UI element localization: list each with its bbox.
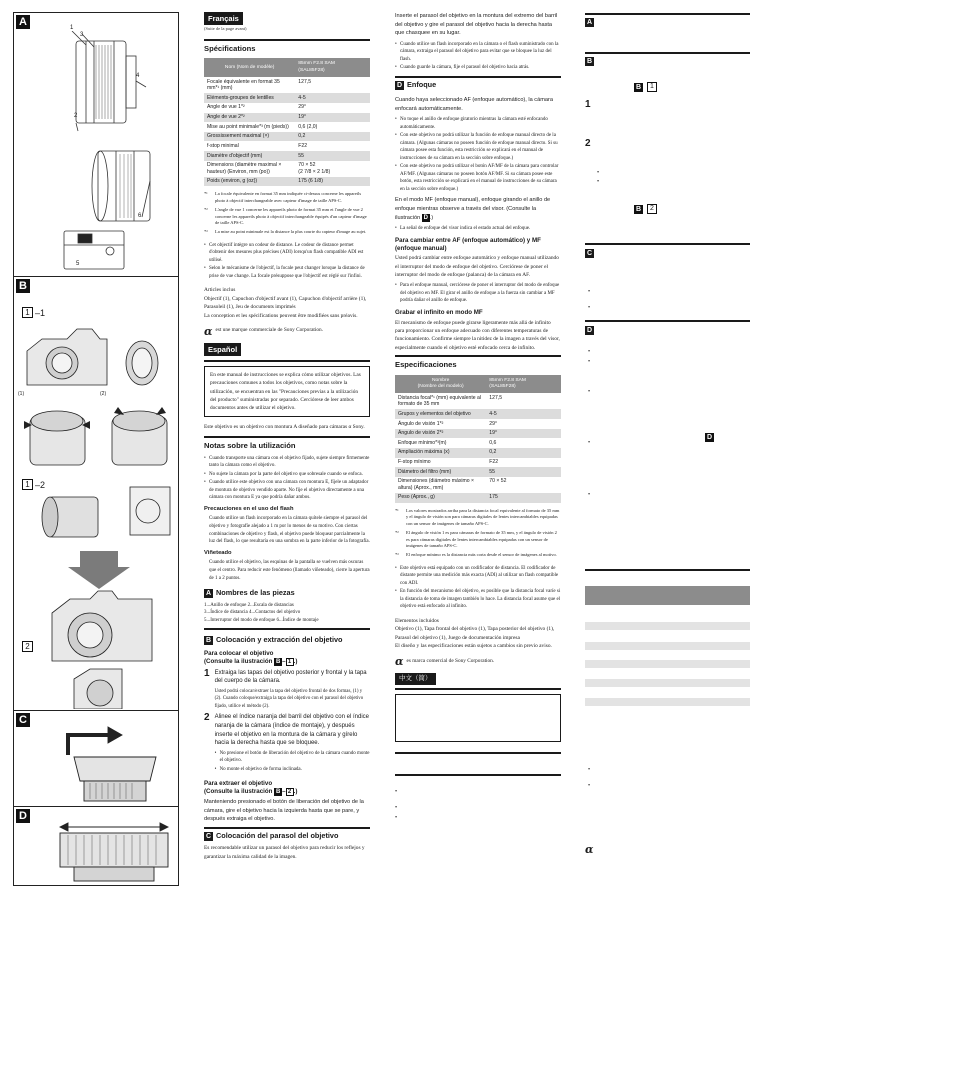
fr-spec-k8: Dimensions (diamètre maximal × hauteur) (Environ, mm (po)) [207, 162, 282, 175]
fr-spec-k5: Grossissement maximal (×) [204, 132, 295, 142]
es-vignette: Cuando utilice el objetivo, las esquinas de la pantalla se vuelven más oscuras que el centro. Para reducir este fenómeno (llamado viñeteado), cierre la apertura de 1 a 2 puntos. [209, 560, 370, 581]
alpha-logo: α [204, 324, 213, 338]
es-spec-v1: 4-5 [486, 409, 561, 419]
es-remove-ref-tail: .) [293, 788, 298, 796]
es-mf-bullet: • La señal de enfoque del visor indica el estado actual del enfoque. [395, 225, 561, 233]
es-remove-ref-sq: 2 [286, 788, 294, 796]
fr-fn-text-1: La focale équivalente en format 35 mm indiquée ci-dessus concerne les appareils photo à objectif interchangeable avec capteur d'image de taille APS-C. [215, 191, 362, 204]
fr-bullet-1: • Cet objectif intègre un codeur de distance. Le codeur de distance permet d'obtenir des mesures plus précises (ADI) lorsqu'un flash compatible ADI est utilisé. [204, 242, 370, 265]
cn-bullet: • [395, 805, 398, 812]
fr-spec-v2: 29° [298, 104, 306, 111]
es-mf-text-body: En el modo MF (enfoque manual), enfoque girando el anillo de enfoque mientras observe a través del visor. (Consulte la ilustración [395, 197, 551, 221]
es-fn-mark-1: *¹ [395, 507, 399, 513]
es-section-c-title: Colocación del parasol del objetivo [216, 831, 339, 841]
es-section-b-title: Colocación y extracción del objetivo [216, 634, 343, 644]
es-hood-cont: Inserte el parasol del objetivo en la montura del extremo del barril del objetivo y gire el parasol del objetivo hacia la derecha hasta que chasquee en su lugar. [395, 13, 558, 37]
cn-sq-1: 1 [647, 82, 657, 92]
es-flash: Cuando utilice un flash incorporado en la cámara quítele siempre el parasol del objetivo y fotografíe alejado a 1 m por lo menos de su motivo. Con ciertas combinaciones de objetivo y flash, el objetivo puede bloquear parcialmente la luz del flash, lo que resultaría en una sombra en la parte inferior de la fotografía. [209, 516, 370, 545]
fr-included: Objectif (1), Capuchon d'objectif avant (1), Capuchon d'objectif arrière (1), Parasoleil (1), Jeu de documents imprimés [204, 295, 367, 311]
es-step-1-number: 1 [204, 667, 210, 679]
cn-b-ref-box: B [635, 84, 642, 91]
cn-spec-row [585, 622, 750, 630]
es-spec-k1: Grupos y elementos del objetivo [395, 409, 486, 419]
es-inf-text: El mecanismo de enfoque puede girarse ligeramente más allá de infinito para proporcionar un enfoque adecuado con diferentes temperaturas de funcionamiento. Confirme siempre la nitidez de la imagen a través del visor, especialmente cuando el objetivo esté enfocado cerca de infinito. [395, 319, 560, 351]
position-1-label: (1) [18, 391, 25, 397]
fr-fn-mark-3: *³ [204, 229, 208, 235]
callout-5: 5 [76, 261, 80, 267]
es-spec-v5: 0,2 [486, 448, 561, 458]
fr-fn-mark-1: *¹ [204, 191, 208, 197]
fr-bullet-2: • Selon le mécanisme de l'objectif, la focale peut changer lorsque la distance de prise de vue change. La focale présuppose que l'objectif est réglé sur l'infini. [204, 265, 370, 280]
es-note-2: • No sujete la cámara por la parte del objetivo que sobresale cuando se enfoca. [204, 471, 370, 479]
es-spec-k2: Ángulo de visión 1*² [398, 420, 444, 427]
es-attach-ref-box: B [275, 658, 281, 665]
es-note-1: • Cuando transporte una cámara con el objetivo fijado, sujete siempre firmemente tanto la cámara como el objetivo. [204, 455, 370, 470]
fr-fn-text-2: L'angle de vue 1 concerne les appareils photo de format 35 mm et l'angle de vue 2 concerne les appareils photo à objectif interchangeable équipés d'un capteur d'image de taille APS-C. [215, 206, 367, 226]
fr-spec-k1: Eléments-groupes de lentilles [204, 93, 295, 103]
es-spec-title: Especificaciones [395, 360, 457, 370]
es-spec-k4: Enfoque mínimo*³(m) [398, 439, 447, 446]
fr-spec-v1: 4-5 [295, 93, 370, 103]
cn-bullet: • [588, 783, 591, 789]
es-section-d-title: Enfoque [407, 80, 437, 90]
cn-section-a-box: A [586, 19, 593, 26]
es-attach-ref-tail: .) [293, 657, 298, 665]
es-step-1-lead: Extraiga las tapas del objetivo posterior y frontal y la tapa del cuerpo de la cámara. [214, 669, 367, 685]
es-switch-text: Usted podrá cambiar entre enfoque automático y enfoque manual utilizando el interruptor del modo de enfoque del objetivo. Cerciórese de poner el interruptor del modo de enfoque (palanca) de la cámara en AF. [395, 255, 559, 278]
es-spec-k7: Diámetro del filtro (mm) [395, 467, 486, 477]
rule [585, 569, 750, 571]
es-section-c-box: C [205, 833, 212, 841]
es-fn-mark-2: *² [395, 529, 399, 535]
es-hood-text: Es recomendable utilizar un parasol del objetivo para reducir los reflejos y garantizar la máxima calidad de la imagen. [204, 845, 365, 860]
cn-bullet: • [588, 440, 591, 446]
fr-spec-v5: 0,2 [295, 132, 370, 142]
fr-spec-k0: Focale équivalente en format 35 mm*¹ (mm) [207, 78, 280, 92]
es-mf-ref-box: D [423, 214, 428, 221]
es-section-b-box: B [205, 636, 212, 644]
cn-bullet: • [597, 170, 600, 176]
es-included: Objetivo (1), Tapa frontal del objetivo (1), Tapa posterior del objetivo (1), Parasol del objetivo (1), Juego de documentación impresa [395, 626, 555, 641]
fr-spec-v9: 175 (6 1/8) [295, 177, 370, 187]
es-attach-title: Para colocar el objetivo (Consulte la ilustración B – 1 .) [204, 649, 298, 665]
cn-step-2: 2 [585, 138, 591, 149]
cn-spec-row [585, 679, 750, 687]
es-spec-k9: Peso (Aprox., g) [395, 493, 486, 503]
cn-spec-table-header [585, 586, 750, 605]
es-spec-v3: 19° [486, 429, 561, 439]
es-flash-title: Precauciones en el uso del flash [204, 505, 294, 512]
es-notice-box: En este manual de instrucciones se explica cómo utilizar objetivos. Las precauciones comunes a todos los objetivos, como notas sobre la utilización, se encuentran en las "Precauciones previas a la utilización del producto" suministradas por separado. Cerciórese de leer ambos documentos antes de utilizar el objetivo. [204, 366, 370, 417]
figure-b1-1-suffix: –1 [35, 307, 46, 318]
panel-d-label: D [16, 809, 30, 823]
es-included-title: Elementos incluidos [395, 617, 439, 624]
rule [585, 52, 750, 54]
callout-4: 4 [136, 73, 140, 79]
cn-bullet: • [588, 767, 591, 773]
fr-spec-k4: Mise au point minimale*³ (m (pieds)) [207, 123, 289, 130]
fr-fn-mark-2: *² [204, 206, 208, 212]
es-focus-bullet-2: • Con este objetivo no podrá utilizar la función de enfoque manual directo de la cámara. (Algunas cámaras no poseen función de enfoque manual directo. Si su cámara posee esta función, esta restricción se explicará en el manual de instrucciones de su cámara en la sección sobre enfoque.) [395, 132, 561, 162]
position-2-label: (2) [100, 391, 107, 397]
es-spec-v4: 0,6 [489, 439, 497, 446]
es-fn-text-1: Los valores mostrados arriba para la distancia focal equivalente al formato de 35 mm y el ángulo de visión son para cámaras digitales de lentes intercambiables equipadas con un sensor de imágenes de tamaño APS-C. [406, 507, 560, 527]
es-remove-title-2: (Consulte la ilustración [204, 788, 275, 796]
es-parts-list: 1...Anillo de enfoque 2...Escala de distancias 3...Índice de distancia 4...Contactos del objetivo 5...Interruptor del modo de enfoque 6...Índice de montaje [204, 602, 319, 624]
es-hood-bullet-2: • Cuando guarde la cámara, fije el parasol del objetivo hacia atrás. [395, 64, 561, 72]
es-remove-title: Para extraer el objetivo (Consulte la ilustración B – 2 .) [204, 780, 298, 796]
cn-bullet: • [597, 179, 600, 185]
figure-b1-2-suffix: –2 [35, 479, 46, 490]
callout-3: 3 [80, 32, 84, 38]
cn-section-c-box: C [586, 250, 593, 257]
cn-bullet: • [588, 389, 591, 395]
es-trademark-text: es marca comercial de Sony Corporation. [406, 657, 495, 664]
fr-spec-k9: Poids (environ, g (oz)) [204, 177, 295, 187]
lang-spanish-label: Español [204, 343, 241, 356]
es-spec-k0: Distancia focal*¹ (mm) equivalente al formato de 35 mm [398, 394, 481, 408]
es-step-2-sub-2: • No monte el objetivo de forma inclinada. [215, 766, 370, 774]
fr-trademark-text: est une marque commerciale de Sony Corporation. [215, 327, 323, 334]
es-spec-v6: F22 [489, 459, 499, 466]
es-remove-ref-box: B [275, 789, 281, 796]
lang-chinese-label: 中文（简） [395, 673, 436, 685]
es-mf-ref-tail: .) [429, 214, 434, 221]
fr-spec-v6: F22 [298, 142, 308, 149]
es-bullet-2: • En función del mecanismo del objetivo, es posible que la distancia focal varíe si la distancia de toma de imagen también lo hace. La distancia focal asume que el objetivo está enfocado al infinito. [395, 588, 561, 611]
es-attach-title-1: Para colocar el objetivo [204, 649, 274, 657]
cn-bullet: • [395, 815, 398, 822]
figure-b1-2-box: 1 [22, 479, 33, 490]
es-intro: Este objetivo es un objetivo con montura A diseñado para cámaras α Sony. [204, 424, 365, 431]
fr-spec-k6: f-stop minimal [207, 142, 239, 149]
continued-note: (Suite de la page avant) [204, 26, 247, 32]
es-notice: El diseño y las especificaciones están sujetos a cambios sin previo aviso. [395, 642, 552, 649]
alpha-logo: α [395, 655, 404, 669]
es-spec-v7: 55 [486, 467, 561, 477]
panel-b-label: B [16, 279, 30, 293]
cn-spec-row [585, 660, 750, 668]
rule [585, 243, 750, 245]
es-spec-k5: Ampliación máxima (x) [395, 448, 486, 458]
es-spec-v0: 127,5 [489, 394, 503, 401]
es-spec-k6: F-stop mínimo [398, 459, 431, 466]
es-spec-k8: Dimensiones (diámetro máximo × altura) (Aprox., mm) [398, 478, 475, 491]
es-focus-intro: Cuando haya seleccionado AF (enfoque automático), la cámara enfocará automáticamente. [395, 96, 553, 112]
fr-spec-k3: Angle de vue 2*² [204, 113, 295, 123]
cn-section-b-box: B [586, 58, 593, 65]
figure-b1-1-box: 1 [22, 307, 33, 318]
callout-6: 6 [138, 213, 142, 219]
es-spec-v9: 175 [486, 493, 561, 503]
es-section-a-box: A [205, 589, 212, 597]
es-spec-v2: 29° [489, 420, 497, 427]
es-switch-title: Para cambiar entre AF (enfoque automático) y MF (enfoque manual) [395, 236, 541, 252]
es-fn-text-3: El enfoque mínimo es la distancia más corta desde el sensor de imágenes al motivo. [406, 552, 557, 558]
cn-section-d-box: D [586, 327, 593, 334]
cn-bullet: • [588, 492, 591, 498]
es-bullet-1: • Este objetivo está equipado con un codificador de distancia. El codificador de distante permite una medición más exacta (ADI) al utilizar un flash compatible con ADI. [395, 565, 561, 588]
fr-fn-text-3: La mise au point minimale est la distance la plus courte du capteur d'image au sujet. [215, 229, 367, 235]
es-hood-bullet-1: • Cuando utilice un flash incorporado en la cámara o el flash suministrado con la cámara, extraiga el parasol del objetivo para evitar que se bloquee la luz del flash. [395, 41, 561, 64]
rule [585, 13, 750, 15]
es-switch-bullet: • Para el enfoque manual, cerciórese de poner el interruptor del modo de enfoque del objetivo en MF. El girar el anillo de enfoque a la fuerza sin cambiar a MF podría dañar el anillo de enfoque. [395, 282, 561, 305]
fr-spec-title: Spécifications [204, 44, 256, 53]
cn-bullet: • [395, 789, 398, 796]
es-focus-bullet-3: • Con este objetivo no podrá utilizar el botón AF/MF de la cámara para controlar AF/MF. (Algunas cámaras no poseen botón AF/MF. Si su cámara posee este botón, esta restricción se explicará en el manual de instrucciones de su cámara en la sección sobre enfoque.) [395, 163, 561, 193]
alpha-logo: α [585, 843, 594, 856]
cn-sq-2: 2 [647, 204, 657, 214]
es-notes-title: Notas sobre la utilización [204, 440, 296, 450]
cn-bullet: • [588, 349, 591, 355]
panel-a-label: A [16, 15, 30, 29]
es-attach-title-2: (Consulte la ilustración [204, 657, 275, 665]
fr-spec-head-key: Nom (Nom de modèle) [204, 58, 295, 77]
cn-bullet: • [588, 359, 591, 365]
es-remove-text: Manteniendo presionado el botón de liberación del objetivo de la cámara, gire el objetivo hacia la izquierda hasta que se pare, y después extraiga el objetivo. [204, 799, 364, 823]
cn-bullet: • [588, 289, 591, 295]
fr-included-title: Articles inclus [204, 287, 236, 294]
fr-spec-v8: 70 × 52 (2 7/8 × 2 1/8) [298, 162, 331, 175]
es-fn-mark-3: *³ [395, 552, 399, 558]
es-step-2-sub-1: • No presione el botón de liberación del objetivo de la cámara cuando monte el objetivo. [215, 750, 370, 765]
lang-french-label: Français [204, 12, 243, 25]
es-attach-ref-sq: 1 [286, 658, 294, 666]
callout-2: 2 [74, 113, 78, 119]
es-remove-title-1: Para extraer el objetivo [204, 780, 273, 788]
es-spec-head-key: Nombre (Nombre del modelo) [395, 375, 486, 394]
cn-d-ref-box: D [706, 434, 713, 441]
rule [585, 320, 750, 322]
es-focus-bullet-1: • No toque el anillo de enfoque giratorio mientras la cámara esté enfocando automáticamente. [395, 116, 561, 131]
fr-spec-head-val: 85mm F2.8 SAM (SAL85F28) [295, 58, 370, 77]
es-spec-v8: 70 × 52 [489, 478, 507, 485]
fr-notice: La conception et les spécifications peuvent être modifiées sans préavis. [204, 312, 358, 319]
es-section-d-box: D [396, 81, 403, 89]
es-step-2-number: 2 [204, 712, 210, 724]
cn-spec-row [585, 642, 750, 650]
panel-c-label: C [16, 713, 30, 727]
fr-spec-v7: 55 [295, 151, 370, 161]
fr-spec-v3: 19° [295, 113, 370, 123]
cn-b-ref-box-2: B [635, 206, 642, 213]
es-step-2-lead: Alinee el índice naranja del barril del objetivo con el índice naranja de la cámara (índice de montaje), y después inserte el objetivo en la montura de la cámara y gírelo hacia la derecha hasta que se bloquee. [214, 714, 369, 747]
es-section-a-title: Nombres de las piezas [216, 587, 295, 597]
es-vignette-title: Viñeteado [204, 550, 232, 557]
es-spec-head-val: 85mm F2.8 SAM (SAL85F28) [486, 375, 561, 394]
fr-spec-v4: 0,6 (2,0) [298, 123, 318, 130]
cn-spec-row [585, 698, 750, 706]
es-inf-title: Grabar el infinito en modo MF [395, 308, 483, 316]
cn-bullet: • [588, 305, 591, 311]
callout-1: 1 [70, 25, 74, 31]
fr-spec-v0: 127,5 [298, 78, 312, 85]
cn-step-1: 1 [585, 99, 591, 110]
es-note-3: • Cuando utilice este objetivo con una cámara con montura E, fíjele un adaptador de montura de objetivo vendido aparte. No fije el objetivo directamente a una cámara con montura E ya que podría dañar ambos. [204, 479, 370, 502]
fr-spec-k2: Angle de vue 1*² [207, 104, 245, 111]
fr-spec-k7: Diamètre d'objectif (mm) [204, 151, 295, 161]
figure-b2-box: 2 [22, 641, 33, 652]
es-fn-text-2: El ángulo de visión 1 es para cámaras de formato de 35 mm, y el ángulo de visión 2 es para cámaras digitales de lentes intercambiables equipadas con un sensor de imágenes de tamaño APS-C. [406, 529, 557, 549]
es-spec-k3: Ángulo de visión 2*² [395, 429, 486, 439]
es-step-1-sub: Usted podrá colocar/extraer la tapa del objetivo frontal de dos formas, (1) y (2). Cuando coloque/extraiga la tapa del objetivo con el parasol del objetivo fijado, utilice el método (2). [214, 689, 364, 709]
